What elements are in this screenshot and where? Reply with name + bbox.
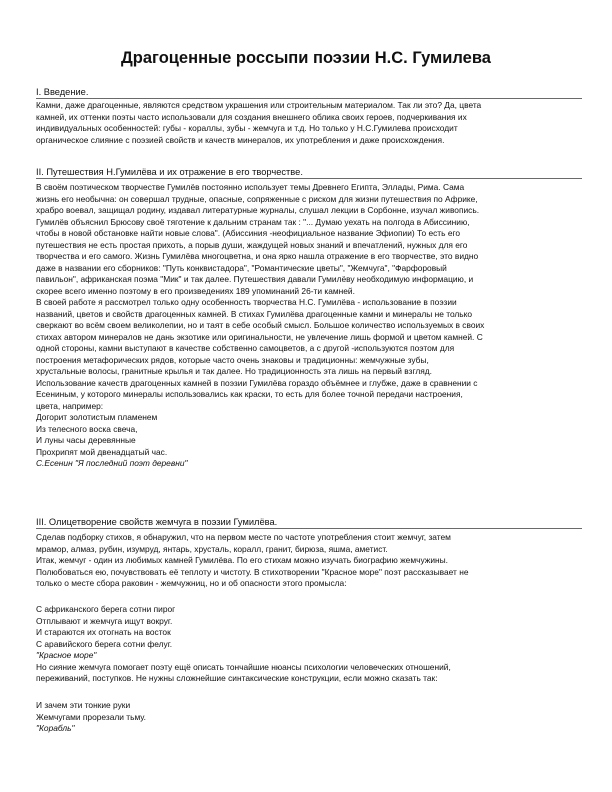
poem-line: С аравийского берега сотни фелуг. <box>36 638 173 649</box>
paragraph-line: Полюбоваться ею, почувствовать её теплоту и чистоту. В стихотворении "Красное море" поэт рассказывает не <box>36 566 469 577</box>
poem-line: И луны часы деревянные <box>36 435 136 445</box>
paragraph-line: путешествия не есть простая прихоть, а порыв души, жаждущей новых знаний и впечатлений, нужных для его <box>36 239 468 250</box>
paragraph-line: цвета, например: <box>36 400 104 411</box>
poem-line: Прохрипят мой двенадцатый час. <box>36 446 168 457</box>
paragraph-line: мрамор, алмаз, рубин, изумруд, янтарь, хрусталь, коралл, гранит, бирюза, яшма, аметист. <box>36 543 388 554</box>
section-1-body <box>36 100 584 146</box>
paragraph-line: храбро воевал, защищал родину, издавал литературные журналы, слушал лекции в Сорбонне, изучал живопись. <box>36 205 480 215</box>
section-3-body <box>36 532 584 590</box>
paragraph-line: органическое слияние с поэзией свойств и качеств минералов, их употребления и даже происхождения. <box>36 134 445 145</box>
poem-line: Из телесного воска свеча, <box>36 423 138 434</box>
paragraph-line: камней, их оттенки поэты часто использовали для создания внешнего облика своих героев, подчеркивания их <box>36 111 467 122</box>
paragraph-line: павильон", африканская поэма "Мик" и так далее. Путешествия давали Гумилёву необходимую информацию, и <box>36 274 474 284</box>
poem-line: Догорит золотистым пламенем <box>36 412 158 422</box>
paragraph-line: даже в названии его сборников: "Путь конквистадора", "Романтические цветы", "Жемчуга", "Фарфоровый <box>36 262 447 273</box>
poem-line: И зачем эти тонкие руки <box>36 700 131 710</box>
poem-line: И стараются их отогнать на восток <box>36 627 171 637</box>
section-1-heading: I. Введение. <box>36 87 89 97</box>
paragraph-line: стихах автором минералов не дань экзотике или оригинальности, не увлечение лишь формой и цветом камней. С <box>36 331 483 342</box>
paragraph-line: переживаний, поступков. Не нужны сложнейшие синтаксические конструкции, если можно сказать так: <box>36 673 438 683</box>
paragraph-line: Итак, жемчуг - один из любимых камней Гумилёва. По его стихам можно изучать биографию жемчужины. <box>36 555 448 565</box>
paragraph-line: сверкают во всём своем великолепии, но и таят в себе особый смысл. Большое количество используемых в своих <box>36 320 485 330</box>
paragraph-line: Но сияние жемчуга помогает поэту ещё описать тончайшие нюансы психологии человеческих отношений, <box>36 661 451 672</box>
poem-source: С.Есенин "Я последний поэт деревни" <box>36 458 188 468</box>
poem-line: Жемчугами прорезали тьму. <box>36 711 146 722</box>
poem-line: С африканского берега сотни пирог <box>36 604 176 614</box>
section-1-divider <box>36 98 582 99</box>
paragraph-line: Сделав подборку стихов, я обнаружил, что на первом месте по частоте употребления стоит жемчуг, затем <box>36 532 451 542</box>
ship-poem <box>36 700 584 735</box>
section-3-heading: III. Олицетворение свойств жемчуга в поэзии Гумилёва. <box>36 517 278 527</box>
paragraph-line: Использование качеств драгоценных камней в поэзии Гумилёва гораздо объёмнее и глубже, даже в сравнении с <box>36 377 478 388</box>
paragraph-line: В своём поэтическом творчестве Гумилёв постоянно использует темы Древнего Египта, Эллады, Рима. Сама <box>36 182 465 192</box>
paragraph-line: только о месте сбора раковин - жемчужниц, но и об опасности этого промысла: <box>36 578 347 588</box>
esenin-poem <box>36 412 584 470</box>
paragraph-line: скорее всего именно поэтому в его произведениях 189 упоминаний 26-ти камней. <box>36 285 355 296</box>
paragraph-line: одной стороны, камни выступают в качестве собственно самоцветов, а с другой -используются поэтом для <box>36 343 455 353</box>
poem-source: "Красное море" <box>36 650 97 660</box>
poem-source: "Корабль" <box>36 723 75 733</box>
paragraph-line: построения метафорических рядов, которые часто очень знаковы и традиционны: жемчужные зубы, <box>36 354 429 365</box>
paragraph-line: Есениным, у которого минералы использовались как краски, то есть для более точной передачи настроения, <box>36 389 463 399</box>
page-title: Драгоценные россыпи поэзии Н.С. Гумилева <box>121 49 491 67</box>
section-2-heading: II. Путешествия Н.Гумилёва и их отражение в его творчестве. <box>36 167 303 177</box>
section-2-divider <box>36 178 582 179</box>
paragraph-line: творчества и его самого. Жизнь Гумилёва многоцветна, и она ярко нашла отражение в его творчестве, это видно <box>36 251 479 261</box>
paragraph-line: Камни, даже драгоценные, являются средством украшения или строительным материалом. Так ли это? Да, цвета <box>36 100 482 110</box>
paragraph-line: названий, цветов и свойств драгоценных камней. В стихах Гумилёва драгоценные камни и минералы не только <box>36 308 473 319</box>
paragraph-line: чтобы в новой обстановке найти новые слова". (Абиссиния -неофициальное название Эфиопии) То есть его <box>36 228 461 238</box>
paragraph-line: жизнь его необычна: он совершал трудные, опасные, сопряженные с риском для жизни путешествия по Африке, <box>36 193 478 204</box>
section-2-body <box>36 182 584 412</box>
section-3-divider <box>36 528 582 529</box>
red-sea-poem <box>36 604 584 685</box>
paragraph-line: Гумилёв объяснил Брюсову своё тяготение к дальним странам так : "... Думаю уехать на полгода в Абиссинию, <box>36 216 470 227</box>
paragraph-line: индивидуальных особенностей: губы - кораллы, зубы - жемчуга и т.д. Но только у Н.С.Гумилева происходит <box>36 123 458 133</box>
paragraph-line: хрустальные волосы, гранитные крылья и так далее. Но традиционность эта лишь на первый взгляд. <box>36 366 432 376</box>
poem-line: Отплывают и жемчуга ищут вокруг. <box>36 615 173 626</box>
paragraph-line: В своей работе я рассмотрел только одну особенность творчества Н.С. Гумилёва - использование в поэзии <box>36 297 457 307</box>
